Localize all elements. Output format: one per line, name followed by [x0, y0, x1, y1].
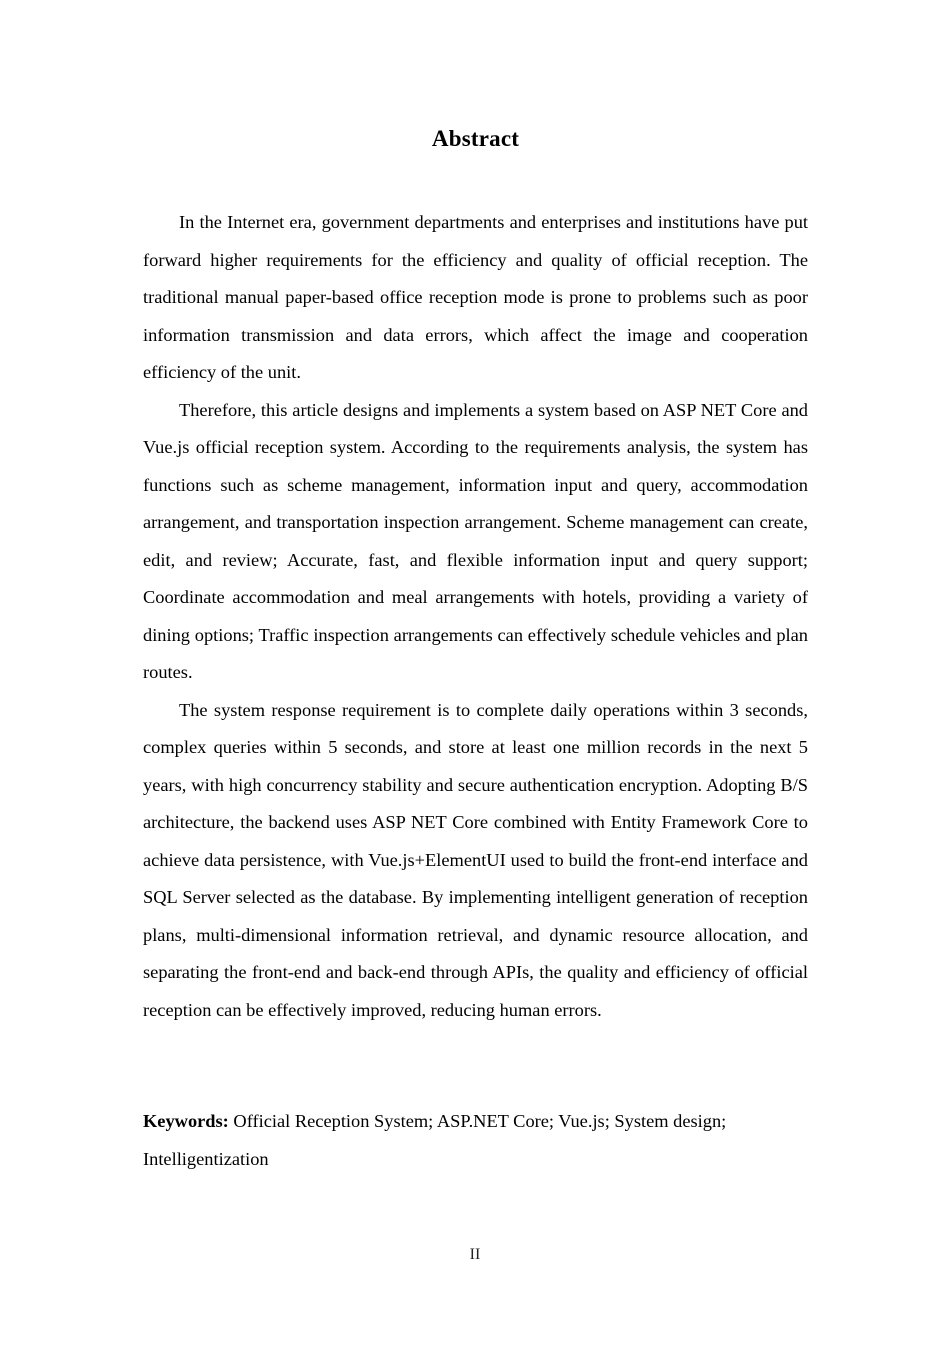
abstract-paragraph-3: The system response requirement is to complete daily operations within 3 seconds, complex queries within 5 seconds, and store at least one million records in the next 5 years, with high concurrency stability and secure authentication encryption. Adopting B/S architecture, the backend uses ASP NET Core combined with Entity Framework Core to achieve data persistence, with Vue.js+ElementUI used to build the front-end interface and SQL Server selected as the database. By implementing intelligent generation of reception plans, multi-dimensional information retrieval, and dynamic resource allocation, and separating the front-end and back-end through APIs, the quality and efficiency of official reception can be effectively improved, reducing human errors.	[143, 699, 808, 1020]
abstract-body	[143, 204, 808, 1029]
page-number: II	[469, 1246, 481, 1263]
keywords-line	[143, 1103, 808, 1178]
keywords-section	[143, 1103, 808, 1178]
keywords-value: Official Reception System; ASP.NET Core; Vue.js; System design; Intelligentization	[143, 1111, 727, 1169]
abstract-paragraph-2: Therefore, this article designs and implements a system based on ASP NET Core and Vue.js official reception system. According to the requirements analysis, the system has functions such as scheme management, information input and query, accommodation arrangement, and transportation inspection arrangement. Scheme management can create, edit, and review; Accurate, fast, and flexible information input and query support; Coordinate accommodation and meal arrangements with hotels, providing a variety of dining options; Traffic inspection arrangements can effectively schedule vehicles and plan routes.	[143, 399, 808, 682]
page-title: Abstract	[431, 126, 520, 151]
abstract-paragraph-1: In the Internet era, government departments and enterprises and institutions have put forward higher requirements for the efficiency and quality of official reception. The traditional manual paper-based office reception mode is prone to problems such as poor information transmission and data errors, which affect the image and cooperation efficiency of the unit.	[143, 212, 808, 382]
keywords-label: Keywords:	[143, 1111, 229, 1131]
